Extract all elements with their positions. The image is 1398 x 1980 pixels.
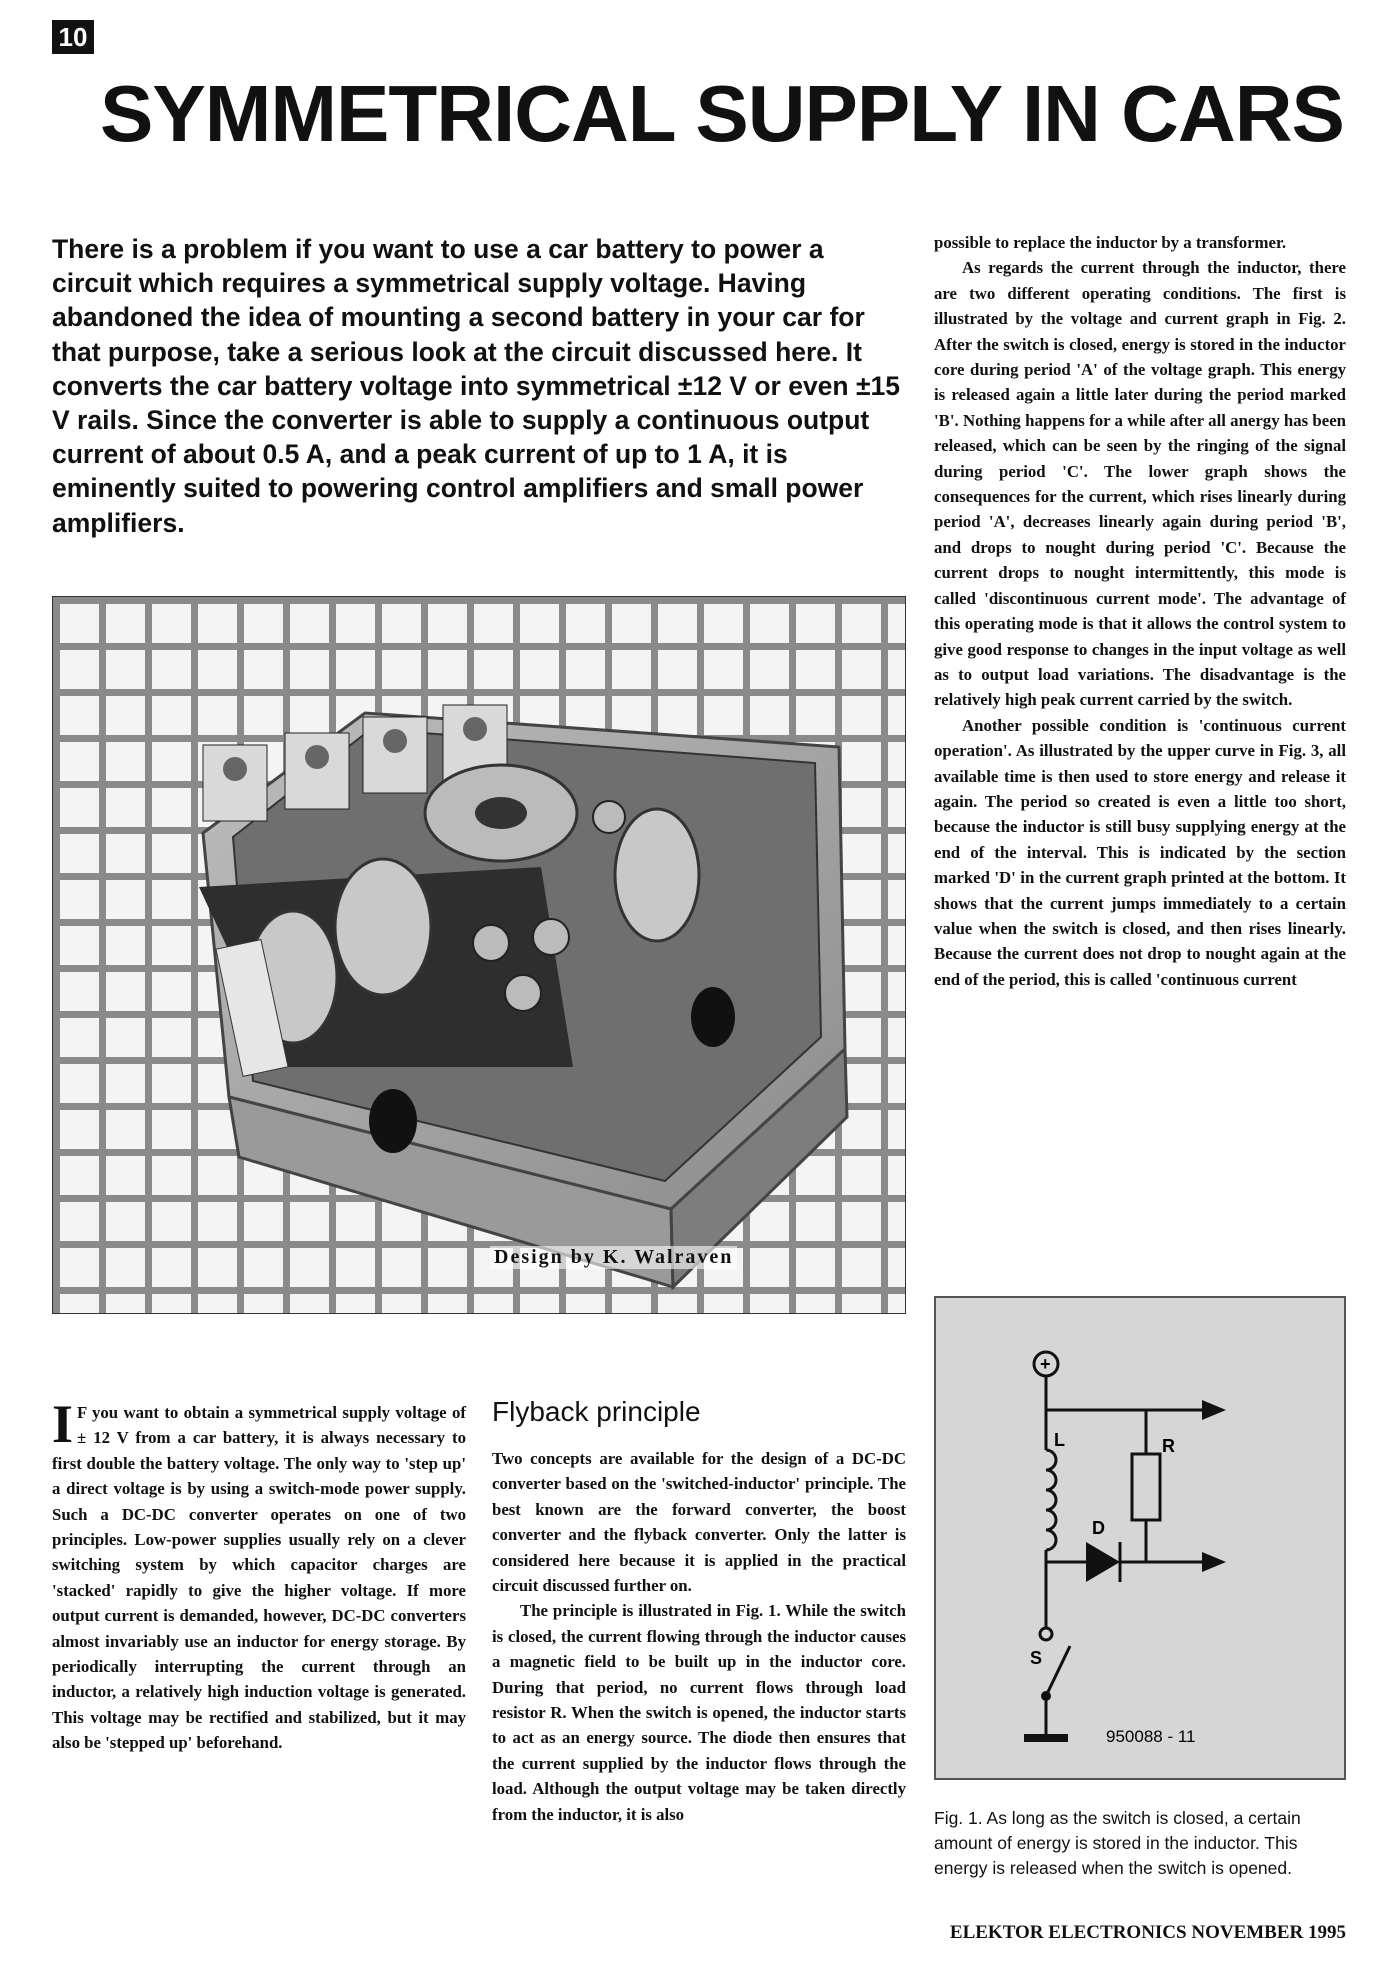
article-title: SYMMETRICAL SUPPLY IN CARS	[100, 69, 1344, 158]
col2-paragraph-2: The principle is illustrated in Fig. 1. While the switch is closed, the current flowing through the inductor causes a magnetic field to be built up in the inductor core. During that period, no current flows through load resistor R. When the switch is opened, the inductor starts to act as an energy source. The diode then ensures that the current supplied by the inductor flows through the load. Although the output voltage may be taken directly from the inductor, it is also	[492, 1601, 906, 1824]
right-column-text	[934, 230, 1346, 992]
left-column-text	[52, 1394, 466, 1756]
col3-paragraph-1: possible to replace the inductor by a transformer.	[934, 233, 1287, 252]
intro-paragraph: There is a problem if you want to use a car battery to power a circuit which requires a symmetrical supply voltage. Having abandoned the idea of mounting a second battery in your car for that purpose, take a serious look at the circuit discussed here. It converts the car battery voltage into symmetrical ±12 V or even ±15 V rails. Since the converter is able to supply a continuous output current of about 0.5 A, and a peak current of up to 1 A, it is eminently suited to powering control amplifiers and small power amplifiers.	[52, 234, 900, 538]
page-number: 10	[52, 20, 94, 54]
subheading-flyback: Flyback principle	[492, 1396, 701, 1427]
inductor-label: L	[1054, 1430, 1065, 1450]
switch-label: S	[1030, 1648, 1043, 1668]
middle-column-text	[492, 1446, 906, 1827]
schematic-diagram	[936, 1298, 1344, 1778]
col3-paragraph-2: As regards the current through the inductor, there are two different operating conditions. The first is illustrated by the voltage and current graph in Fig. 2. After the switch is closed, energy is stored in the inductor core during period 'A' of the voltage graph. This energy is released again a little later during the period marked 'B'. Nothing happens for a while after all anergy has been released, which can be seen by the ringing of the signal during period 'C'. The lower graph shows the consequences for the current, which rises linearly during period 'A', decreases linearly again during period 'B', and drops to nought during period 'C'. Because the current drops to nought intermittently, this mode is called 'discontinuous current mode'. The advantage of this operating mode is that it allows the control system to give good response to changes in the input voltage as well as to output load variations. The disadvantage is the relatively high peak current carried by the switch.	[934, 258, 1346, 710]
figure-caption: Fig. 1. As long as the switch is closed, a certain amount of energy is stored in the inductor. This energy is released when the switch is opened.	[934, 1808, 1301, 1878]
magazine-footer: ELEKTOR ELECTRONICS NOVEMBER 1995	[949, 1922, 1346, 1943]
figure-1-schematic	[934, 1296, 1346, 1780]
col1-paragraph: F you want to obtain a symmetrical supply voltage of ± 12 V from a car battery, it is always necessary to first double the battery voltage. The only way to 'step up' a direct voltage is by using a switch-mode power supply. Such a DC-DC converter operates on one of two principles. Low-power supplies usually rely on a clever switching system by which capacitor charges are 'stacked' rapidly to give the higher voltage. If more output current is demanded, however, DC-DC converters almost invariably use an inductor for energy storage. By periodically interrupting the current through an inductor, a relatively high induction voltage is generated. This voltage may be rectified and stabilized, but it may also be 'stepped up' beforehand.	[52, 1403, 466, 1753]
resistor-label: R	[1162, 1436, 1175, 1456]
figure-code: 950088 - 11	[1106, 1727, 1196, 1746]
col3-paragraph-3: Another possible condition is 'continuous current operation'. As illustrated by the upper curve in Fig. 3, all available time is then used to store energy and release it again. The period so created is even a little too short, because the inductor is still busy supplying energy at the end of the interval. This is indicated by the section marked 'D' in the current graph printed at the bottom. It shows that the current jumps immediately to a certain value when the switch is closed, and then rises linearly. Because the current does not drop to nought again at the end of the period, this is called 'continuous current	[934, 715, 1346, 989]
col2-paragraph-1: Two concepts are available for the design of a DC-DC converter based on the 'switched-inductor' principle. The best known are the forward converter, the boost converter and the flyback converter. Only the latter is considered here because it is applied in the practical circuit discussed further on.	[492, 1449, 906, 1596]
product-photo	[52, 596, 906, 1314]
drop-cap: I	[52, 1394, 74, 1454]
photo-illustration	[53, 597, 906, 1314]
photo-credit: Design by K. Walraven	[490, 1246, 737, 1269]
plus-terminal-label: +	[1040, 1354, 1051, 1374]
diode-label: D	[1092, 1518, 1105, 1538]
